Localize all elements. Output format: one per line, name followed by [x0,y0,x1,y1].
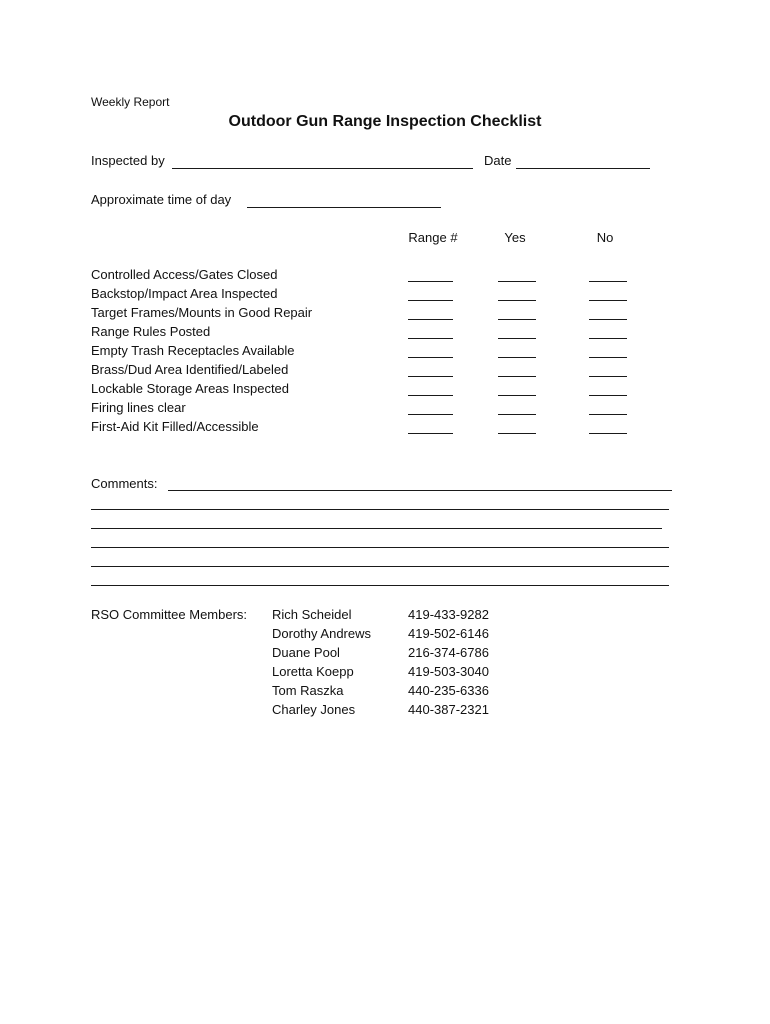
comment-line[interactable] [91,516,662,529]
comment-line[interactable] [91,554,669,567]
range-number-blank[interactable] [408,326,453,339]
comment-line[interactable] [91,573,669,586]
no-blank[interactable] [589,402,627,415]
no-blank[interactable] [589,364,627,377]
range-number-blank[interactable] [408,307,453,320]
committee-member-phone: 419-433-9282 [408,607,489,622]
committee-member-name: Rich Scheidel [272,607,352,622]
time-of-day-field[interactable] [247,193,441,208]
inspected-by-field[interactable] [172,154,473,169]
committee-member-name: Tom Raszka [272,683,344,698]
committee-member-name: Charley Jones [272,702,356,717]
yes-blank[interactable] [498,364,536,377]
yes-blank[interactable] [498,307,536,320]
column-header-no: No [596,230,614,245]
range-number-blank[interactable] [408,364,453,377]
range-number-blank[interactable] [408,421,453,434]
checklist-item-label: Controlled Access/Gates Closed [91,267,278,282]
range-number-blank[interactable] [408,383,453,396]
yes-blank[interactable] [498,269,536,282]
checklist-item-label: Target Frames/Mounts in Good Repair [91,305,313,320]
range-number-blank[interactable] [408,288,453,301]
checklist-item-label: Lockable Storage Areas Inspected [91,381,290,396]
checklist-item-label: Empty Trash Receptacles Available [91,343,295,358]
time-of-day-label: Approximate time of day [91,192,232,207]
comment-line[interactable] [91,497,669,510]
page-title: Outdoor Gun Range Inspection Checklist [228,113,542,130]
committee-member-phone: 419-503-3040 [408,664,489,679]
report-type-label: Weekly Report [91,95,170,109]
inspected-by-label: Inspected by [91,153,165,168]
comment-line[interactable] [168,478,672,491]
yes-blank[interactable] [498,345,536,358]
no-blank[interactable] [589,383,627,396]
yes-blank[interactable] [498,326,536,339]
committee-member-phone: 440-387-2321 [408,702,489,717]
committee-member-phone: 216-374-6786 [408,645,489,660]
checklist-item-label: Firing lines clear [91,400,186,415]
comments-label: Comments: [91,476,158,491]
no-blank[interactable] [589,421,627,434]
committee-member-name: Duane Pool [272,645,340,660]
no-blank[interactable] [589,307,627,320]
no-blank[interactable] [589,288,627,301]
range-number-blank[interactable] [408,345,453,358]
yes-blank[interactable] [498,288,536,301]
checklist-item-label: First-Aid Kit Filled/Accessible [91,419,259,434]
comment-line[interactable] [91,535,669,548]
committee-member-name: Loretta Koepp [272,664,354,679]
yes-blank[interactable] [498,421,536,434]
checklist-item-label: Range Rules Posted [91,324,211,339]
yes-blank[interactable] [498,402,536,415]
date-field[interactable] [516,154,650,169]
committee-member-phone: 440-235-6336 [408,683,489,698]
checklist-item-label: Backstop/Impact Area Inspected [91,286,278,301]
range-number-blank[interactable] [408,269,453,282]
column-header-yes: Yes [504,230,526,245]
no-blank[interactable] [589,326,627,339]
checklist-item-label: Brass/Dud Area Identified/Labeled [91,362,289,377]
yes-blank[interactable] [498,383,536,396]
range-number-blank[interactable] [408,402,453,415]
column-header-range: Range # [408,230,458,245]
no-blank[interactable] [589,269,627,282]
no-blank[interactable] [589,345,627,358]
date-label: Date [484,153,512,168]
committee-label: RSO Committee Members: [91,607,248,622]
committee-member-phone: 419-502-6146 [408,626,489,641]
committee-member-name: Dorothy Andrews [272,626,371,641]
